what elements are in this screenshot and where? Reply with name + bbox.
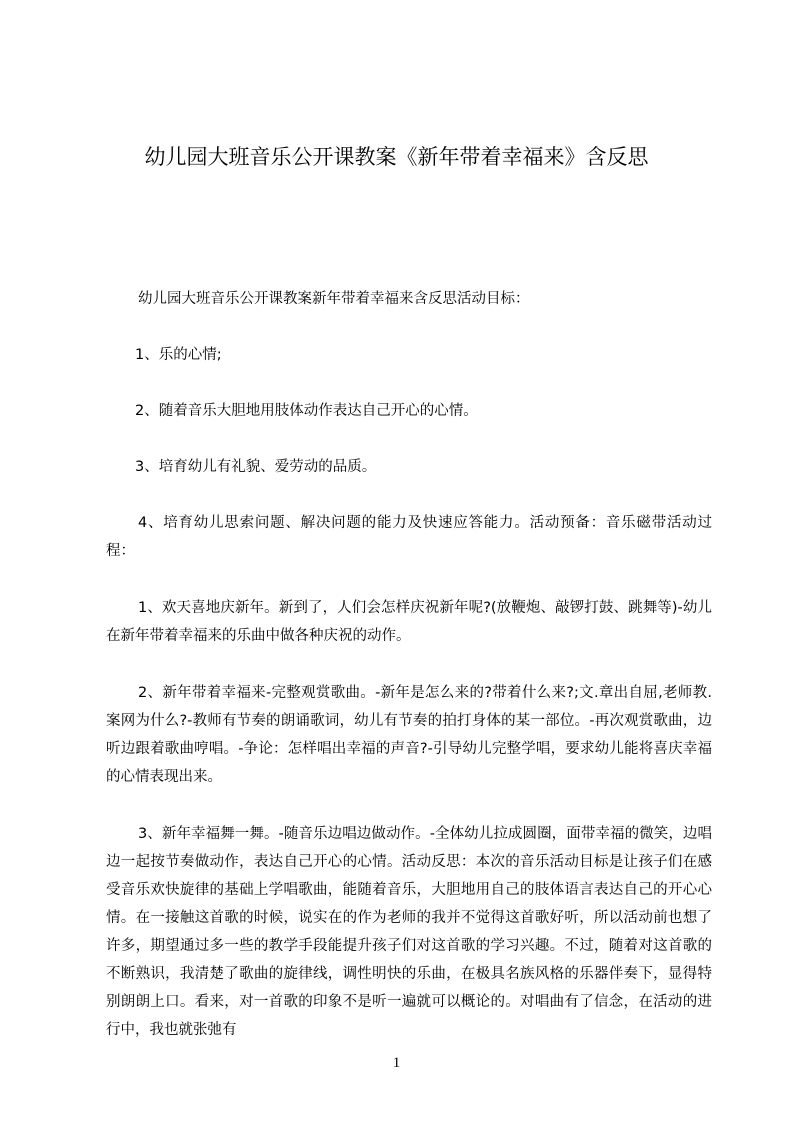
document-body — [106, 285, 712, 1044]
paragraph-step-2: 2、新年带着幸福来-完整观赏歌曲。-新年是怎么来的?带着什么来?;文.章出自屈,老师教.案网为什么?-教师有节奏的朗诵歌词，幼儿有节奏的拍打身体的某一部位。-再次观赏歌曲，边听边跟着歌曲哼唱。-争论：怎样唱出幸福的声音?-引导幼儿完整学唱，要求幼儿能将喜庆幸福的心情表现出来。 — [106, 685, 712, 785]
paragraph-step-3: 3、新年幸福舞一舞。-随音乐边唱边做动作。-全体幼儿拉成圆圈，面带幸福的微笑，边唱边一起按节奏做动作，表达自己开心的心情。活动反思：本次的音乐活动目标是让孩子们在感受音乐欢快旋律的基础上学唱歌曲，能随着音乐，大胆地用自己的肢体语言表达自己的开心心情。在一接触这首歌的时候，说实在的作为老师的我并不觉得这首歌好听，所以活动前也想了许多，期望通过多一些的教学手段能提升孩子们对这首歌的学习兴趣。不过，随着对这首歌的不断熟识，我清楚了歌曲的旋律线，调性明快的乐曲，在极具名族风格的乐器伴奏下，显得特别朗朗上口。看来，对一首歌的印象不是听一遍就可以概论的。对唱曲有了信念，在活动的进行中，我也就张弛有 — [106, 826, 712, 1038]
paragraph-goal-4: 4、培育幼儿思索问题、解决问题的能力及快速应答能力。活动预备：音乐磁带活动过程： — [106, 515, 712, 559]
page-number: 1 — [392, 1055, 401, 1071]
paragraph-goal-3: 3、培育幼儿有礼貌、爱劳动的品质。 — [135, 459, 377, 475]
document-title: 幼儿园大班音乐公开课教案《新年带着幸福来》含反思 — [144, 145, 649, 169]
paragraph-goal-1: 1、乐的心情; — [135, 347, 222, 363]
paragraph-goal-2: 2、随着音乐大胆地用肢体动作表达自己开心的心情。 — [135, 403, 478, 419]
paragraph-intro: 幼儿园大班音乐公开课教案新年带着幸福来含反思活动目标： — [138, 291, 530, 307]
paragraph-step-1: 1、欢天喜地庆新年。新到了，人们会怎样庆祝新年呢?(放鞭炮、敲锣打鼓、跳舞等)-幼儿在新年带着幸福来的乐曲中做各种庆祝的动作。 — [106, 600, 712, 644]
